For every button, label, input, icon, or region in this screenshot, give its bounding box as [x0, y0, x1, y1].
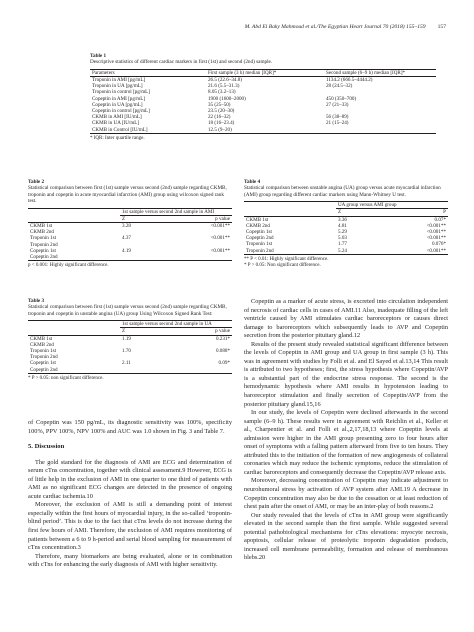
p-value: 0.09*	[218, 360, 230, 367]
table-cell: CKMB in AMI [IU/mL]	[92, 114, 142, 121]
row-label: CKMB 1st	[246, 216, 269, 223]
table-1	[90, 53, 436, 142]
row-label: Troponin 2nd	[30, 354, 58, 361]
table-row	[28, 335, 232, 342]
table-1-header-cell: Parameters	[92, 69, 115, 76]
table-4-footnote: * P > 0.05: Non significant difference.	[244, 263, 321, 269]
table-cell: 27 (21–33)	[326, 101, 349, 108]
left-column	[28, 419, 232, 570]
row-label: Copeptin 2nd	[30, 254, 58, 261]
z-value: 3.28	[122, 223, 131, 230]
z-value: 1.77	[338, 241, 347, 248]
row-label: CKMB 2nd	[30, 341, 54, 348]
row-label: Copeptin 1st	[30, 360, 56, 367]
table-cell: 18 (16–23.4)	[208, 120, 235, 127]
p-value: <0.001**	[210, 235, 230, 242]
table-row	[28, 223, 232, 230]
z-value: 1.19	[122, 335, 131, 342]
z-value: 1.70	[122, 348, 131, 355]
table-3-col-z: Z	[120, 328, 166, 335]
body-paragraph: Copeptin as a marker of acute stress, is excreted into circulation independent of necrosis of cardiac cells in cases of AMI.11 Also, inadequate filling of the left ventricle caused by AMI stimulates cardiac baroreceptors or causes direct damage to baroreceptors which subsequently leads to AVP and Copeptin secretion from the posterior pituitary gland.12	[244, 298, 448, 340]
table-4-group-header: UA group versus AMI group	[338, 202, 397, 209]
table-cell: Troponin in AMI [pg/mL]	[92, 77, 146, 84]
table-cell: 1900 (1600–2000)	[208, 95, 246, 102]
row-label: Troponin 1st	[30, 348, 56, 355]
table-2	[28, 179, 232, 269]
table-4-grid	[244, 201, 448, 255]
right-column	[244, 298, 448, 563]
z-value: 4.37	[122, 235, 131, 242]
row-label: CKMB 1st	[30, 223, 53, 230]
table-cell: 28 (24.5–32)	[326, 83, 353, 90]
table-cell: 23.5 (20–30)	[208, 108, 235, 115]
table-cell: Copeptin in control [pg/mL]	[92, 108, 150, 115]
table-2-col-z: Z	[120, 215, 160, 222]
p-value: 0.088*	[215, 348, 230, 355]
row-label: Copeptin 1st	[30, 247, 56, 254]
table-3-col-p: p value	[166, 328, 232, 335]
table-cell: 12.5 (9–20)	[208, 126, 232, 133]
table-1-header-cell: Second sample (6–9 h) median [IQR]*	[326, 69, 406, 76]
body-paragraph: Therefore, many biomarkers are being evaluated, alone or in combination with cTns for enhancing the early diagnosis of AMI with higher sensitivity.	[28, 552, 232, 569]
table-row	[28, 254, 232, 261]
running-head	[245, 24, 446, 30]
running-head-text: M. Abd El Baky Mahmoud et al./The Egyptian Heart Journal 70 (2018) 155–159	[244, 24, 426, 30]
row-label: Copeptin 1st	[246, 229, 272, 236]
row-label: CKMB 2nd	[30, 229, 54, 236]
table-1-caption-block	[90, 53, 436, 66]
z-value: 4.81	[338, 222, 347, 229]
row-label: Troponin 1st	[246, 241, 272, 248]
body-paragraph: The gold standard for the diagnosis of AMI are ECG and determination of serum cTns concentration, together with clinical assessment.9 However, ECG is of little help in the exclusion of AMI in one quarter to one third of patients with AMI as no significant ECG changes are detected in the presence of ongoing acute cardiac ischemia.10	[28, 458, 232, 500]
table-cell: Troponin in control [pg/mL]	[92, 89, 150, 96]
table-4-col-z: Z	[336, 209, 376, 216]
z-value: 2.11	[122, 360, 131, 367]
table-4	[244, 179, 448, 269]
table-cell: CKMB in UA [IU/mL]	[92, 120, 140, 127]
table-1-header-cell: First sample (3 h) median [IQR]*	[208, 69, 277, 76]
z-value: 4.19	[122, 247, 131, 254]
table-2-caption-block	[28, 179, 232, 205]
body-paragraph: In our study, the levels of Copeptin were declined afterwards in the second sample (6–9 h). These results were in agreement with Reichlin et al., Keller et al., Charpentier et al. and Folli et al.,2,17,18,13 where Copeptin levels at admission were higher in the AMI group presenting zero to four hours after onset of symptoms with a falling pattern afterward from five to ten hours. They attributed this to the initiation of the formation of new angiogenesis of collateral coronaries which may reduce the ischemic symptoms, reduce the stimulation of cardiac baroreceptors and consequently decrease the Copeptin/AVP release axis.	[244, 409, 448, 476]
table-4-caption-block	[244, 179, 448, 198]
table-cell: CKMB in Control [IU/mL]	[92, 126, 148, 133]
table-row	[244, 248, 448, 255]
table-cell: 8.05 (3.2–13)	[208, 89, 236, 96]
body-paragraph: Moreover, the exclusion of AMI is still a demanding point of interest especially within the first hours of myocardial injury, in the so-called ‘troponin-blind period’. This is due to the fact that cTns levels do not increase during the first few hours of AMI. Therefore, the exclusion of AMI requires monitoring of patients between a 6 to 9 h-period and serial blood sampling for measurement of cTns concentration.3	[28, 501, 232, 552]
table-2-label: Table 2	[28, 179, 45, 185]
table-cell: 21.6 (5.5–31.3)	[208, 83, 240, 90]
page-number: 157	[437, 24, 446, 30]
table-row	[244, 216, 448, 223]
body-paragraph: Results of the present study revealed statistical significant difference between the levels of Copeptin in AMI group and UA group in first sample (3 h). This was in agreement with studies by Folli et al. and El Sayed et al.13,14 This result is attributed to two hypotheses; first, the stress hypothesis where Copeptin/AVP is a substantial part of the endocrine stress response. The second is the hemodynamic hypothesis where AMI results in hypotension leading to baroreceptor stimulation and finally secretion of Copeptin/AVP from the posterior pituitary gland.15,16	[244, 340, 448, 408]
row-label: CKMB 1st	[30, 335, 53, 342]
table-cell: Troponin in UA [pg/mL]	[92, 83, 143, 90]
continued-paragraph: of Copeptin was 150 pg/mL, its diagnostic sensitivity was 100%, specificity 100%, PPV 100%, NPV 100% and AUC was 1.0 shown in Fig. 3 and Table 7.	[28, 419, 232, 435]
z-value: 3.36	[338, 216, 347, 223]
table-cell: 22 (16–32)	[208, 114, 231, 121]
table-1-label: Table 1	[90, 53, 107, 59]
row-label: CKMB 2nd	[246, 222, 270, 229]
table-2-grid	[28, 208, 232, 262]
p-value: <0.001**	[426, 247, 446, 254]
table-4-footnote: ** P < 0.01: Highly significant difference.	[244, 256, 329, 262]
table-3-footnote: * P > 0.05: non significant difference.	[28, 375, 104, 381]
table-2-footnote: p < 0.001: Highly significant difference.	[28, 263, 109, 269]
table-cell: 450 (350–700)	[326, 95, 357, 102]
table-3-group-header: 1st sample versus second 2nd sample in UA	[122, 321, 212, 328]
table-1-caption: Descriptive statistics of different cardiac markers in first (1st) and second (2nd) sample.	[90, 59, 273, 66]
section-heading: 5. Discussion	[28, 443, 65, 451]
table-row	[90, 127, 436, 134]
p-value: 0.076*	[431, 241, 446, 248]
row-label: Copeptin 2nd	[246, 235, 274, 242]
table-cell: Copeptin in AMI [pg/mL]	[92, 95, 146, 102]
z-value: 5.24	[338, 247, 347, 254]
table-cell: 1134.2 (666.5–4444.2)	[326, 77, 373, 84]
row-label: Troponin 2nd	[246, 247, 274, 254]
p-value: <0.001**	[426, 235, 446, 242]
p-value: <0.001**	[426, 222, 446, 229]
p-value: 0.231*	[215, 335, 230, 342]
table-cell: 21 (15–24)	[326, 120, 349, 127]
p-value: <0.001**	[210, 247, 230, 254]
table-3-caption: Statistical comparison between first (1st) sample versus second (2nd) sample regarding CKMB, troponin and copeptin in unstable angina (UA) group Using Wilcoxon Signed Rank Test:	[28, 304, 227, 317]
table-cell: 26.5 (22.6–34.8)	[208, 77, 242, 84]
table-2-caption: Statistical comparison between first (1st) sample versus second (2nd) sample regarding CKMB, troponin and copeptin in acute myocardial infarction (AMI) group using wilcoxon signed rank test.	[28, 185, 227, 205]
table-3	[28, 298, 232, 382]
table-row	[28, 367, 232, 374]
table-3-caption-block	[28, 298, 232, 317]
table-2-col-p: p value	[160, 215, 232, 222]
table-1-footnote: * IQR: Inter quartile range.	[90, 135, 145, 141]
table-row	[90, 77, 436, 84]
p-value: <0.001**	[210, 223, 230, 230]
row-label: Troponin 1st	[30, 235, 56, 242]
row-label: Troponin 2nd	[30, 241, 58, 248]
table-cell: 35 (25–50)	[208, 101, 231, 108]
table-cell: Copeptin in UA [pg/mL]	[92, 101, 143, 108]
body-paragraph: Moreover, decreasing concentration of Copeptin may indicate adjustment to neurohumoral stress by activation of AVP system after AMI.19 A decrease in Copeptin concentration may also be due to the cessation or at least reduction of chest pain after the onset of AMI, or may be an inter-play of both reasons.2	[244, 477, 448, 511]
table-4-col-p: P	[376, 209, 448, 216]
table-2-group-header: 1st sample versus second 2nd sample in AMI	[122, 208, 215, 215]
z-value: 5.29	[338, 229, 347, 236]
body-paragraph: Our study revealed that the levels of cTns in AMI group were significantly elevated in the second sample than the first sample. While suggested several potential pathobiological mechanisms for cTns elevations: myocyte necrosis, apoptosis, cellular release of proteolytic troponin degradation products, increased cell membrane permeability, formation and release of membranous blebs.20	[244, 511, 448, 562]
table-cell	[324, 127, 436, 134]
p-value: <0.001**	[426, 229, 446, 236]
z-value: 5.03	[338, 235, 347, 242]
table-4-label: Table 4	[244, 179, 261, 185]
table-1-grid	[90, 69, 436, 134]
table-3-label: Table 3	[28, 298, 45, 304]
table-4-caption: Statistical comparison between unstable angina (UA) group versus acute myocardial infarction (AMI) group regarding different cardiac markers using Mann-Whitney U test.	[244, 185, 441, 198]
table-4-footnotes	[244, 257, 448, 269]
row-label: Copeptin 2nd	[30, 366, 58, 373]
table-3-grid	[28, 320, 232, 374]
p-value: 0.07*	[434, 216, 446, 223]
table-cell: 56 (38–89)	[326, 114, 349, 121]
